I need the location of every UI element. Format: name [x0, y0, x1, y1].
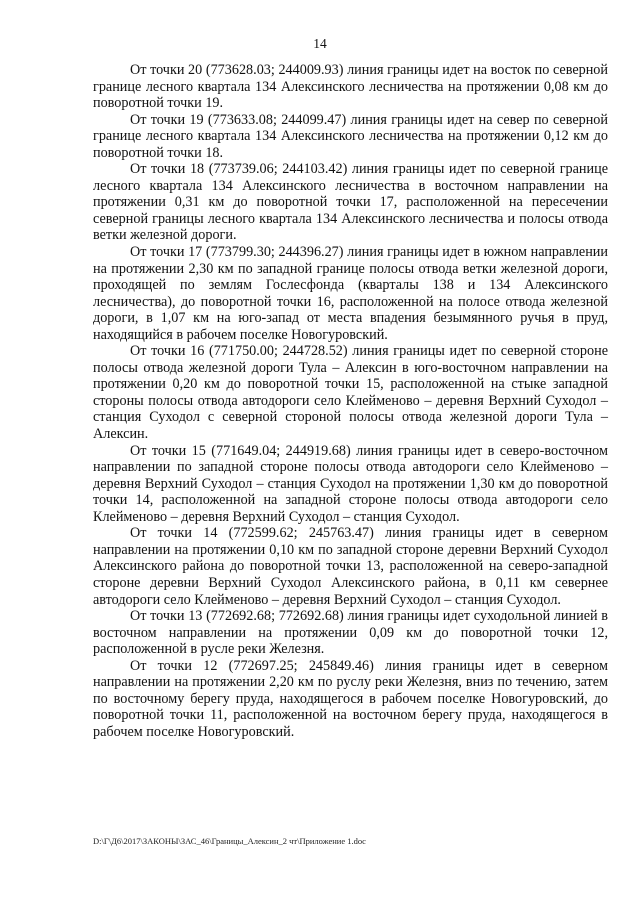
- paragraph-point-14: От точки 14 (772599.62; 245763.47) линия границы идет в северном направлении на протяжении 0,10 км по западной стороне деревни Верхний Суходол Алексинского района до поворотной точки 13, расположенной на северо-западной стороне деревни Верхний Суходол Алексинского района, в 0,11 км севернее автодороги село Клейменово – деревня Верхний Суходол – станция Суходол.: [93, 525, 608, 608]
- paragraph-point-12: От точки 12 (772697.25; 245849.46) линия границы идет в северном направлении на протяжении 2,20 км по руслу реки Железня, вниз по течению, затем по восточному берегу пруда, находящегося в рабочем поселке Новогуровский, до поворотной точки 11, расположенной на восточном берегу пруда, находящегося в рабочем поселке Новогуровский.: [93, 657, 608, 740]
- paragraph-point-20: От точки 20 (773628.03; 244009.93) линия границы идет на восток по северной границе лесного квартала 134 Алексинского лесничества на протяжении 0,08 км до поворотной точки 19.: [93, 62, 608, 112]
- paragraph-point-17: От точки 17 (773799.30; 244396.27) линия границы идет в южном направлении на протяжении 2,30 км по западной границе полосы отвода ветки железной дороги, проходящей по землям Гослесфонда (кварталы 138 и 134 Алексинского лесничества), до поворотной точки 16, расположенной на полосе отвода железной дороги, в 1,07 км на юго-запад от места впадения безымянного ручья в пруд, находящийся в рабочем поселке Новогуровский.: [93, 244, 608, 343]
- paragraph-point-15: От точки 15 (771649.04; 244919.68) линия границы идет в северо-восточном направлении по западной стороне полосы отвода автодороги село Клейменово – деревня Верхний Суходол – станция Суходол на протяжении 1,30 км до поворотной точки 14, расположенной на западной стороне полосы отвода автодороги село Клейменово – деревня Верхний Суходол – станция Суходол.: [93, 442, 608, 525]
- paragraph-point-19: От точки 19 (773633.08; 244099.47) линия границы идет на север по северной границе лесного квартала 134 Алексинского лесничества на протяжении 0,12 км до поворотной точки 18.: [93, 111, 608, 161]
- document-body: [93, 62, 608, 740]
- paragraph-point-16: От точки 16 (771750.00; 244728.52) линия границы идет по северной стороне полосы отвода железной дороги Тула – Алексин в юго-восточном направлении на протяжении 0,20 км до поворотной точки 15, расположенной на стыке западной стороны полосы отвода автодороги село Клейменово – деревня Верхний Суходол – станция Суходол с северной стороной полосы отвода железной дороги Тула – Алексин.: [93, 343, 608, 443]
- paragraph-point-13: От точки 13 (772692.68; 772692.68) линия границы идет суходольной линией в восточном направлении на протяжении 0,09 км до поворотной точки 12, расположенной в русле реки Железня.: [93, 608, 608, 658]
- paragraph-point-18: От точки 18 (773739.06; 244103.42) линия границы идет по северной границе лесного квартала 134 Алексинского лесничества в восточном направлении на протяжении 0,31 км до поворотной точки 17, расположенной на пересечении северной границы лесного квартала 134 Алексинского лесничества и полосы отвода ветки железной дороги.: [93, 161, 608, 244]
- footer-file-path: D:\Г\Д6\2017\ЗАКОНЫ\ЗАС_46\Границы_Алексин_2 чт\Приложение 1.doc: [93, 836, 366, 846]
- page-number: 14: [313, 36, 327, 51]
